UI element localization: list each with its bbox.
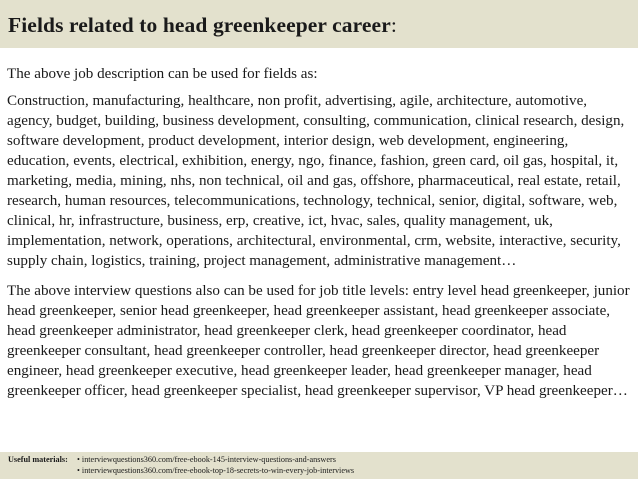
- useful-materials: [8, 454, 354, 476]
- slide-title-text: Fields related to head greenkeeper career: [8, 13, 391, 37]
- useful-materials-label: Useful materials:: [8, 455, 68, 464]
- job-titles-paragraph: The above interview questions also can be used for job title levels: entry level head greenkeeper, junior head greenkeeper, senior head greenkeeper, head greenkeeper assistant, head greenkeeper associate, head greenkeeper administrator, head greenkeeper clerk, head greenkeeper coordinator, head greenkeeper consultant, head greenkeeper controller, head greenkeeper director, head greenkeeper engineer, head greenkeeper executive, head greenkeeper leader, head greenkeeper manager, head greenkeeper officer, head greenkeeper specialist, head greenkeeper supervisor, VP head greenkeeper…: [7, 283, 630, 399]
- intro-paragraph: The above job description can be used for fields as:: [7, 66, 318, 82]
- slide-title-colon: :: [390, 13, 397, 37]
- ebook-145-questions-link[interactable]: • interviewquestions360.com/free-ebook-145-interview-questions-and-answers: [77, 455, 336, 464]
- fields-paragraph: Construction, manufacturing, healthcare, non profit, advertising, agile, architecture, automotive, agency, budget, building, business development, consulting, communication, clinical research, design, software development, product development, interior design, web development, engineering, education, events, electrical, exhibition, energy, ngo, finance, fashion, green card, oil gas, hospital, it, marketing, media, mining, nhs, non technical, oil and gas, offshore, pharmaceutical, real estate, retail, research, human resources, telecommunications, technology, technical, senior, digital, software, web, clinical, hr, infrastructure, business, erp, creative, ict, hvac, sales, quality management, uk, implementation, network, operations, architectural, environmental, crm, website, interactive, security, supply chain, logistics, training, project management, administrative management…: [7, 93, 625, 269]
- footer-banner: [0, 452, 638, 479]
- slide-body: [7, 64, 633, 401]
- slide-title: [8, 13, 397, 37]
- ebook-18-secrets-link[interactable]: • interviewquestions360.com/free-ebook-top-18-secrets-to-win-every-job-interviews: [77, 466, 355, 475]
- footer-row-2: [8, 465, 354, 476]
- footer-row-1: [8, 454, 354, 465]
- title-banner: [0, 0, 638, 48]
